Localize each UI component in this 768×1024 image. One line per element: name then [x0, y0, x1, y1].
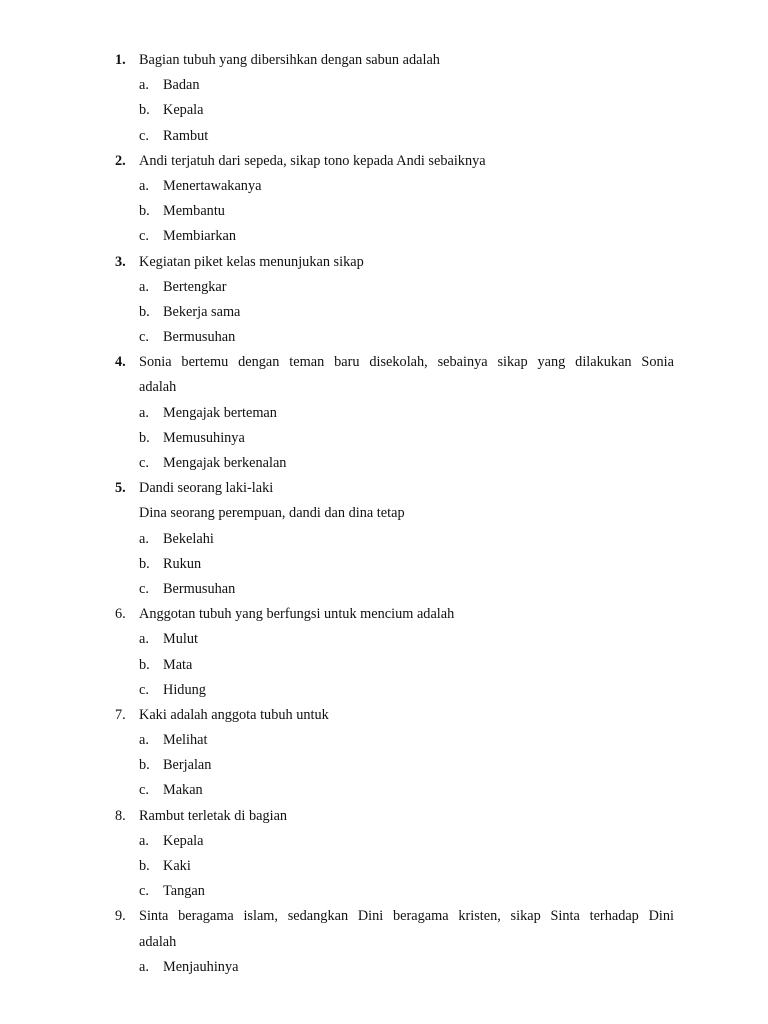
option-letter: c. [139, 455, 149, 471]
answer-option [0, 577, 768, 602]
question-line [0, 476, 768, 501]
option-text: Memusuhinya [163, 429, 245, 446]
question-4 [0, 350, 768, 476]
answer-option [0, 678, 768, 703]
option-letter: a. [139, 177, 149, 194]
option-text: Berjalan [163, 757, 212, 774]
question-5 [0, 476, 768, 602]
option-text: Membiarkan [163, 228, 237, 245]
question-6 [0, 602, 768, 703]
question-3 [0, 250, 768, 351]
option-text: Melihat [163, 732, 208, 749]
question-continuation-line [0, 501, 768, 526]
answer-option [0, 778, 768, 803]
answer-option [0, 401, 768, 426]
question-line [0, 250, 768, 275]
option-letter: b. [139, 203, 150, 220]
option-letter: b. [139, 656, 150, 673]
answer-option [0, 728, 768, 753]
option-text: Makan [163, 782, 203, 799]
option-text: Kepala [163, 102, 204, 119]
option-text: Bermusuhan [163, 580, 236, 597]
option-letter: a. [139, 958, 149, 975]
option-text: Badan [163, 77, 200, 94]
option-letter: c. [139, 883, 149, 900]
option-letter: a. [139, 530, 149, 547]
answer-option [0, 325, 768, 350]
option-text: Menertawakanya [163, 177, 262, 194]
question-text: Dandi seorang laki-laki [139, 480, 274, 497]
option-text: Kaki [163, 858, 191, 874]
option-letter: c. [139, 681, 149, 698]
question-number: 2. [115, 152, 126, 169]
option-letter: c. [139, 580, 149, 597]
option-letter: a. [139, 631, 149, 648]
answer-option [0, 224, 768, 249]
question-number: 1. [115, 52, 126, 68]
option-text: Mulut [163, 631, 198, 648]
option-text: Hidung [163, 681, 206, 698]
question-text: Bagian tubuh yang dibersihkan dengan sabun adalah [139, 52, 440, 68]
option-letter: b. [139, 555, 150, 572]
question-8 [0, 804, 768, 905]
answer-option [0, 879, 768, 904]
option-text: Menjauhinya [163, 958, 239, 975]
question-text: adalah [139, 933, 177, 950]
question-line [0, 602, 768, 627]
question-line [0, 149, 768, 174]
option-text: Bekelahi [163, 530, 214, 547]
option-letter: a. [139, 832, 149, 849]
question-list [0, 48, 768, 980]
question-line [0, 904, 768, 929]
question-9 [0, 904, 768, 980]
option-text: Kepala [163, 832, 204, 849]
answer-option [0, 829, 768, 854]
option-text: Mengajak berkenalan [163, 455, 287, 471]
option-letter: b. [139, 757, 150, 774]
question-number: 8. [115, 807, 126, 824]
option-letter: b. [139, 303, 150, 320]
option-text: Mengajak berteman [163, 404, 277, 421]
question-continuation-line [0, 375, 768, 400]
question-1 [0, 48, 768, 149]
option-letter: b. [139, 102, 150, 119]
question-text: Sinta beragama islam, sedangkan Dini beragama kristen, sikap Sinta terhadap Dini [139, 908, 674, 925]
option-text: Rambut [163, 127, 209, 144]
answer-option [0, 527, 768, 552]
option-text: Bekerja sama [163, 303, 241, 320]
option-letter: c. [139, 329, 149, 346]
question-line [0, 804, 768, 829]
answer-option [0, 275, 768, 300]
answer-option [0, 426, 768, 451]
question-line [0, 48, 768, 73]
answer-option [0, 300, 768, 325]
option-letter: c. [139, 127, 149, 144]
question-text: adalah [139, 379, 177, 396]
answer-option [0, 98, 768, 123]
answer-option [0, 451, 768, 476]
question-number: 7. [115, 706, 126, 723]
option-letter: c. [139, 782, 149, 799]
option-letter: b. [139, 429, 150, 446]
option-text: Membantu [163, 203, 225, 220]
question-text: Rambut terletak di bagian [139, 807, 288, 824]
option-letter: a. [139, 732, 149, 749]
option-letter: a. [139, 77, 149, 94]
question-text: Kaki adalah anggota tubuh untuk [139, 706, 329, 723]
option-letter: a. [139, 278, 149, 295]
question-text: Kegiatan piket kelas menunjukan sikap [139, 253, 364, 270]
question-number: 9. [115, 908, 126, 925]
answer-option [0, 955, 768, 980]
answer-option [0, 753, 768, 778]
option-letter: a. [139, 404, 149, 421]
option-text: Rukun [163, 555, 202, 572]
option-text: Bertengkar [163, 278, 227, 295]
answer-option [0, 653, 768, 678]
answer-option [0, 199, 768, 224]
answer-option [0, 552, 768, 577]
question-text: Sonia bertemu dengan teman baru disekolah, sebainya sikap yang dilakukan Sonia [139, 354, 674, 371]
option-text: Mata [163, 656, 193, 673]
answer-option [0, 854, 768, 879]
question-line [0, 703, 768, 728]
question-text: Anggotan tubuh yang berfungsi untuk mencium adalah [139, 606, 455, 623]
question-text: Dina seorang perempuan, dandi dan dina tetap [139, 505, 405, 522]
answer-option [0, 174, 768, 199]
answer-option [0, 73, 768, 98]
option-letter: b. [139, 858, 150, 874]
question-2 [0, 149, 768, 250]
question-line [0, 350, 768, 375]
question-number: 5. [115, 480, 126, 497]
question-7 [0, 703, 768, 804]
question-continuation-line [0, 930, 768, 955]
option-text: Bermusuhan [163, 329, 236, 346]
answer-option [0, 124, 768, 149]
question-number: 3. [115, 253, 126, 270]
question-text: Andi terjatuh dari sepeda, sikap tono kepada Andi sebaiknya [139, 152, 486, 169]
option-text: Tangan [163, 883, 205, 900]
option-letter: c. [139, 228, 149, 245]
answer-option [0, 627, 768, 652]
question-number: 4. [115, 354, 126, 371]
question-number: 6. [115, 606, 126, 623]
